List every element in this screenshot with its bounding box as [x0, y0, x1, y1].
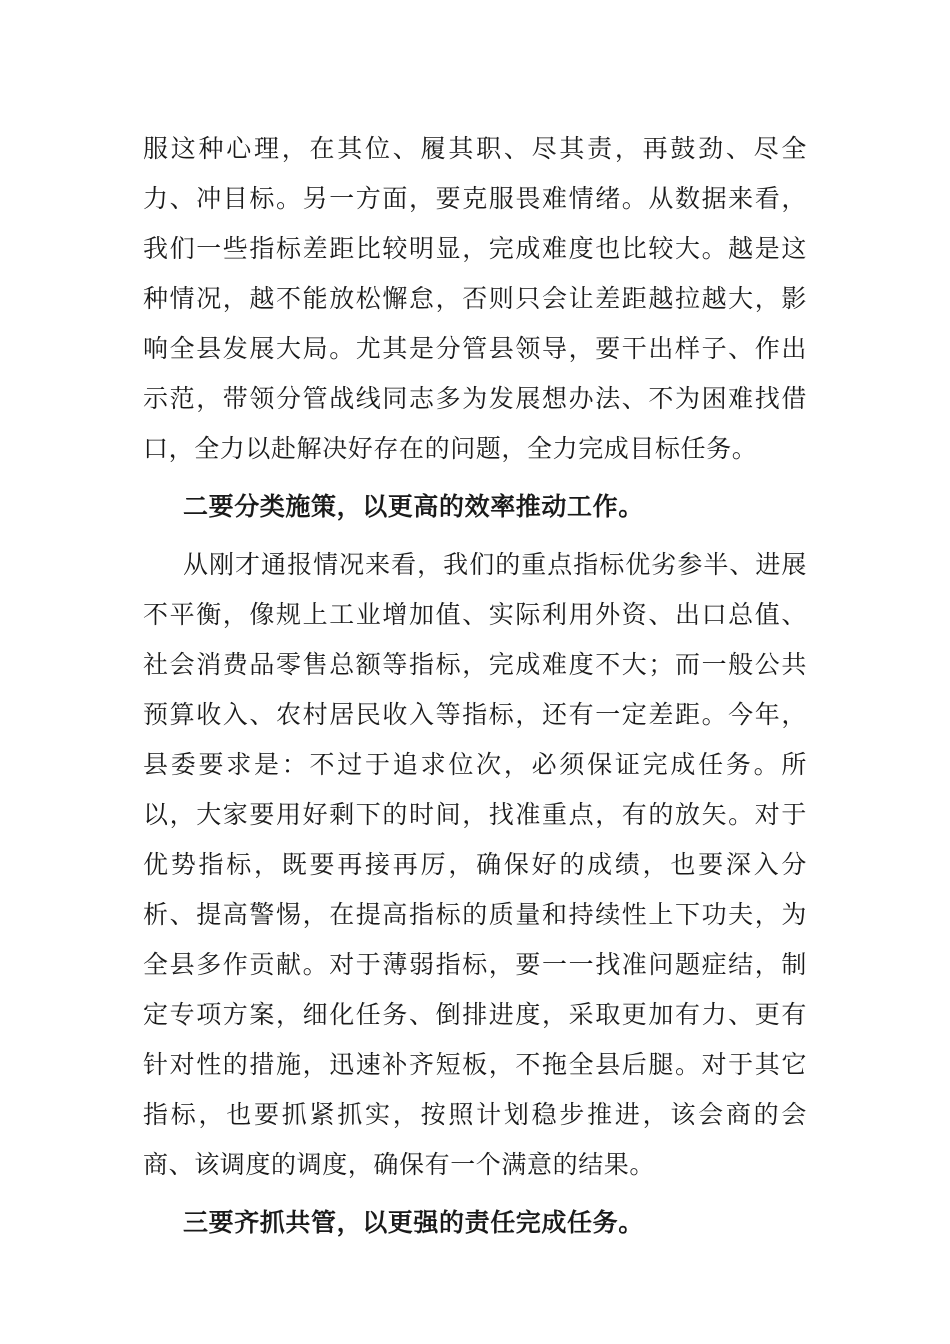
- section-heading: 三要齐抓共管，以更强的责任完成任务。: [183, 1208, 644, 1237]
- body-paragraph: 从刚才通报情况来看，我们的重点指标优劣参半、进展不平衡，像规上工业增加值、实际利用外资、出口总值、社会消费品零售总额等指标，完成难度不大；而一般公共预算收入、农村居民收入等指标，还有一定差距。今年，县委要求是：不过于追求位次，必须保证完成任务。所以，大家要用好剩下的时间，找准重点，有的放矢。对于优势指标，既要再接再厉，确保好的成绩，也要深入分析、提高警惕，在提高指标的质量和持续性上下功夫，为全县多作贡献。对于薄弱指标，要一一找准问题症结，制定专项方案，细化任务、倒排进度，采取更加有力、更有针对性的措施，迅速补齐短板，不拖全县后腿。对于其它指标，也要抓紧抓实，按照计划稳步推进，该会商的会商、该调度的调度，确保有一个满意的结果。: [143, 550, 807, 1179]
- document-body: [143, 124, 807, 1256]
- body-paragraph: 服这种心理，在其位、履其职、尽其责，再鼓劲、尽全力、冲目标。另一方面，要克服畏难情绪。从数据来看，我们一些指标差距比较明显，完成难度也比较大。越是这种情况，越不能放松懈怠，否则只会让差距越拉越大，影响全县发展大局。尤其是分管县领导，要干出样子、作出示范，带领分管战线同志多为发展想办法、不为困难找借口，全力以赴解决好存在的问题，全力完成目标任务。: [143, 134, 807, 463]
- section-heading: 二要分类施策，以更高的效率推动工作。: [183, 492, 644, 521]
